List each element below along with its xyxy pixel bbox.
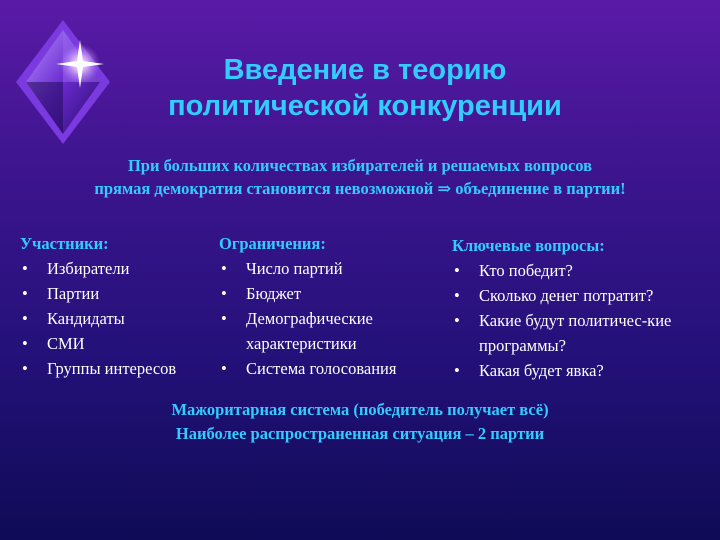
bullet-icon: • (22, 284, 28, 303)
list-item (20, 256, 216, 281)
limitations-list (219, 256, 444, 381)
limitations-heading: Ограничения: (219, 234, 326, 253)
list-item-text: Кандидаты (47, 309, 125, 328)
bullet-icon: • (454, 261, 460, 280)
list-item-text: Группы интересов (47, 359, 177, 378)
list-item (20, 306, 216, 331)
participants-list (20, 256, 216, 381)
list-item-text: СМИ (47, 334, 85, 353)
bullet-icon: • (454, 286, 460, 305)
list-item (219, 281, 444, 306)
list-item-text: Какие будут политичес-кие программы? (479, 311, 672, 355)
list-item (20, 356, 216, 381)
participants-column (20, 231, 216, 381)
conclusion-line-1: Мажоритарная система (победитель получает всё) (171, 400, 549, 419)
conclusion-line-2: Наиболее распространенная ситуация – 2 партии (175, 424, 545, 443)
key-questions-column (452, 233, 714, 383)
list-item-text: Партии (47, 284, 100, 303)
list-item (20, 281, 216, 306)
list-item-text: Бюджет (246, 284, 302, 303)
title-line-1: Введение в теорию (223, 54, 507, 86)
list-item (219, 306, 444, 356)
list-item-text: Избиратели (47, 259, 130, 278)
title-line-2: политической конкуренции (168, 90, 562, 122)
key-questions-heading: Ключевые вопросы: (452, 236, 605, 255)
bullet-icon: • (221, 284, 227, 303)
bullet-icon: • (22, 359, 28, 378)
limitations-column (219, 231, 444, 381)
intro-line-1: При больших количествах избирателей и решаемых вопросов (127, 156, 593, 175)
participants-heading: Участники: (20, 234, 109, 253)
intro-statement (0, 154, 720, 200)
slide-title (120, 52, 610, 124)
bullet-icon: • (221, 359, 227, 378)
list-item-text: Демографические характеристики (246, 309, 373, 353)
list-item-text: Какая будет явка? (479, 361, 604, 380)
bullet-icon: • (22, 334, 28, 353)
list-item (452, 358, 714, 383)
list-item-text: Сколько денег потратит? (479, 286, 654, 305)
list-item (452, 258, 714, 283)
list-item (20, 331, 216, 356)
list-item-text: Кто победит? (479, 261, 573, 280)
bullet-icon: • (454, 361, 460, 380)
bullet-icon: • (454, 311, 460, 330)
list-item-text: Система голосования (246, 359, 397, 378)
diamond-star-logo-icon (14, 18, 112, 146)
intro-line-2: прямая демократия становится невозможной ⇒ объединение в партии! (94, 179, 626, 198)
key-questions-list (452, 258, 714, 383)
list-item (452, 283, 714, 308)
bullet-icon: • (221, 309, 227, 328)
bullet-icon: • (22, 309, 28, 328)
bullet-icon: • (221, 259, 227, 278)
list-item (219, 356, 444, 381)
list-item (452, 308, 714, 358)
list-item (219, 256, 444, 281)
list-item-text: Число партий (246, 259, 343, 278)
bullet-icon: • (22, 259, 28, 278)
conclusion-statement (0, 398, 720, 446)
